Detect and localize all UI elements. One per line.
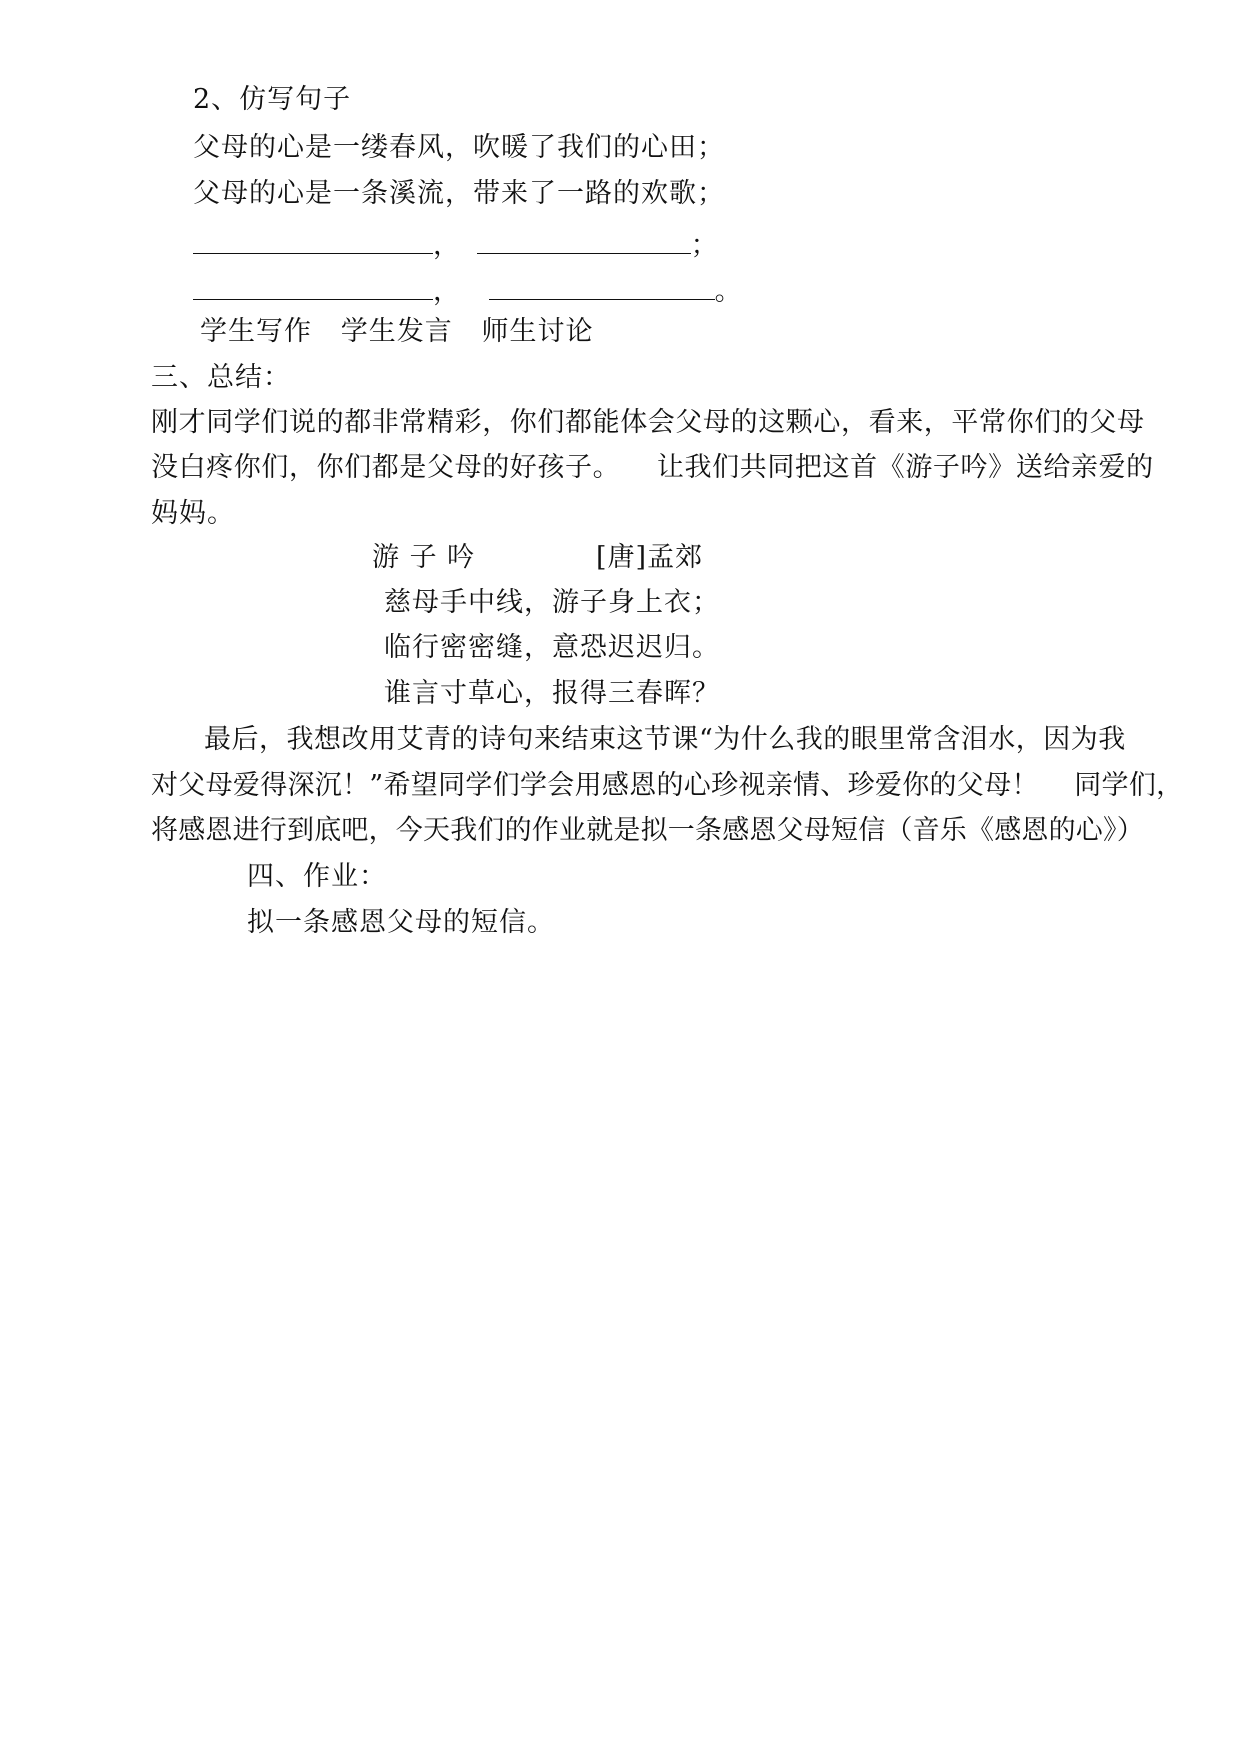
poem-line-2: 临行密密缝，意恐迟迟归。 (384, 632, 720, 663)
fill-in-row-1 (193, 228, 719, 264)
activity-line: 学生写作 学生发言 师生讨论 (200, 316, 594, 347)
row-separator: ， (433, 230, 461, 261)
blank-line[interactable] (489, 275, 715, 300)
blank-line[interactable] (193, 275, 433, 300)
poem-line-1: 慈母手中线，游子身上衣； (384, 587, 720, 618)
example-sentence-2: 父母的心是一条溪流，带来了一路的欢歌； (193, 178, 725, 209)
closing-line-1: 最后，我想改用艾青的诗句来结束这节课“为什么我的眼里常含泪水，因为我 (204, 724, 1126, 755)
blank-line[interactable] (193, 229, 433, 254)
homework-heading: 四、作业： (247, 861, 387, 892)
blank-line[interactable] (477, 229, 691, 254)
row-end-mark: 。 (714, 276, 743, 307)
exercise-heading: 2、仿写句子 (193, 84, 352, 115)
summary-line-1: 刚才同学们说的都非常精彩，你们都能体会父母的这颗心，看来，平常你们的父母 (151, 407, 1145, 438)
example-sentence-1: 父母的心是一缕春风，吹暖了我们的心田； (193, 132, 725, 163)
poem-title: 游 子 吟 (372, 542, 476, 573)
fill-in-row-2 (193, 274, 743, 310)
summary-line-3: 妈妈。 (151, 498, 235, 529)
row-separator: ， (433, 276, 461, 307)
closing-line-2: 对父母爱得深沉！”希望同学们学会用感恩的心珍视亲情、珍爱你的父母！ 同学们， (151, 770, 1184, 801)
row-end-mark: ； (690, 230, 719, 261)
poem-author: [唐]孟郊 (596, 542, 704, 573)
poem-line-3: 谁言寸草心，报得三春晖？ (384, 678, 720, 709)
summary-heading: 三、总结： (151, 362, 291, 393)
summary-line-2: 没白疼你们，你们都是父母的好孩子。 让我们共同把这首《游子吟》送给亲爱的 (151, 452, 1154, 483)
homework-task: 拟一条感恩父母的短信。 (247, 907, 555, 938)
closing-line-3: 将感恩进行到底吧，今天我们的作业就是拟一条感恩父母短信（音乐《感恩的心》） (151, 815, 1144, 846)
